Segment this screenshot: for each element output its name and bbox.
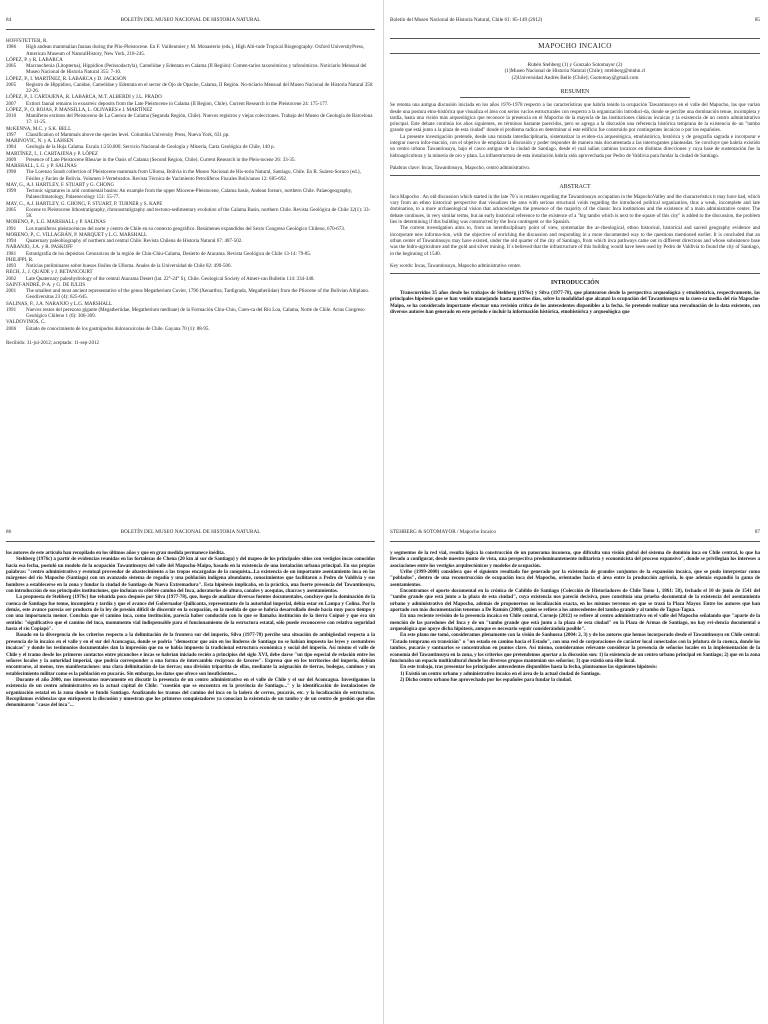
affiliation-2: (2)Universidad Andrés Bello (Chile); Gsotomay@gmail.com — [511, 74, 639, 81]
received-date: Recibido: 31-jul-2012; aceptado: 11-sep-2012 — [6, 339, 100, 346]
reference-entry — [6, 288, 375, 301]
reference-entry — [6, 113, 375, 126]
running-title: Boletín del Museo Nacional de Historia Natural, Chile 61: 85-149 (2012) — [390, 17, 543, 23]
reference-list — [6, 38, 375, 506]
reference-entry — [6, 326, 375, 332]
reference-year: 1994 — [6, 238, 17, 244]
reference-author: HOFFSTETTER, R. — [6, 38, 48, 44]
reference-year: 1893 — [6, 263, 17, 269]
reference-author: PHILIPPI, R. — [6, 256, 34, 263]
reference-year: 2001 — [6, 288, 17, 294]
page-84 — [0, 0, 384, 512]
body-paragraph: Uribe (1999-2000) considera que el siguiente resultado fue generado por la existencia de grandes conjuntos de la expansión incaica, que se pudo interpretar como "poblados", dentro de una reconstrucción de ocupación inca del Mapocho, orientados hacia el área entre la producción agrícola, lo que además expandió la gama de asentamientos. — [390, 569, 760, 588]
reference-year: 1999 — [6, 188, 17, 194]
reference-author: MAY, G., A.J. HARTLEY, F. STUART y G. CHONG — [6, 181, 115, 188]
reference-author: SALINAS, P., J.A. NARANJO y L.G. MARSHALL — [6, 300, 113, 307]
reference-year: 1991 — [6, 225, 17, 232]
reference-author: VALDOVINOS, C. — [6, 319, 46, 326]
reference-year: 2007 — [6, 100, 17, 107]
reference-entry — [6, 63, 375, 76]
reference-entry — [6, 226, 375, 232]
palabras-clave: Palabras clave: Incas, Tawantinsuyu, Mapocho, centro administrativo. — [390, 163, 760, 176]
reference-text: The Lorenzo Sundt collection of Pleistocene mammals from Ulloma, Bolivia in the Museo Nacional de His-toria Natural, Santiago, Chile. En R. Suárez-Soruco (ed.), Fósiles y Facies de Bolivia. Volumen I-Vertebrados. Revista Técnica de Yacimiento Petrolíferos Fiscales Bolivianos 12: 685-692. — [26, 169, 361, 182]
reference-year: 1981 — [6, 250, 17, 257]
reference-year: 2005 — [6, 206, 17, 213]
reference-text: Eocene to Pleistocene lithostratigraphy, chronostratigraphy and tectono-sedimentary evolution of the Calama Basin, northern Chile. Revista Geológica de Chile 32(1): 33-58. — [26, 206, 371, 219]
running-title: BOLETÍN DEL MUSEO NACIONAL DE HISTORIA NATURAL — [120, 17, 261, 23]
header-rule — [6, 29, 375, 30]
reference-author: MAY, G., A.J. HARTLEY, G. CHONG, F. STUART, P. TURNER y S. KAPE — [6, 200, 163, 207]
reference-author: RECH, J., J. QUADE y J. BETANCOURT — [6, 269, 93, 276]
reference-year: 2009 — [6, 156, 17, 163]
author-block — [390, 62, 760, 81]
reference-text: Late Quaternary paleohydrology of the central Atacama Desert (lat. 22°-24° S), Chile. Geological Society of Ameri-can Bulletin 114: 334-348. — [26, 275, 315, 282]
reference-entry — [6, 207, 375, 220]
reference-text: Geología de la Hoja Calama. Escala 1:250.000. Servicio Nacional de Geología y Minería, Carta Geológica de Chile, 140 p. — [26, 144, 275, 151]
reference-year: 1984 — [6, 144, 17, 151]
running-head — [390, 529, 760, 539]
reference-entry — [6, 188, 375, 201]
reference-text: Tectonic signatures in arid continental basins: An example from the upper Miocene-Pleistocene, Calama basin, Andean forearc, northern Chile. Palaeogeography, Palaeoclimatology, Palaeoecology 151: 55-77. — [26, 188, 352, 201]
reference-text: High andean mammalian faunas during the Plio-Pleistocene. En F. Vuilleumier y M. Monasterio (eds.), High Alti-tude Tropical Biogeography. Oxford UniversityPress, American Museum of NaturalHistory, New York, 218-245. — [26, 44, 365, 57]
body-paragraph: En este plano me tomó, consideramos plenamente con la visión de Sanhueza (2004: 2, 3) y de los autores que hemos incorporado desde el Tawantinsuyu en Chile central: "Estado temprano en transición" o "un estado en camino hacia el Estado", con una red de corporaciones de carácter local conectadas con la jefatura de la cuenca, donde los tambos, pucarás y santuarios se concentraban en puntos clave. Así mismo, consideramos relevante considerar la presencia de señoríos locales en la implementación de la economía del Tawantinsuyu en la zona, y los criterios que pretendemos aportar a la discusión son: 1) la existencia de un centro urbano principal en Santiago; 2) que en la zona funcionaba un espacio multicultural donde los diversos grupos mantenían sus señoríos; 3) que existió una élite local. — [390, 632, 760, 664]
body-paragraph: 2) Dicho centro urbano fue aprovechado por los españoles para fundar la ciudad. — [400, 676, 572, 683]
body-paragraph: Basado en la divergencia de los criterios respecto a la delimitación de la frontera sur del imperio, Silva (1977-78) percibe una situación de ambigüedad respecto a la presencia de lo incaico en el valle y en el sur del Aconcagua, donde se podría "demostrar que aún en los linderos de Santiago no se habían impuesto las leyes y costumbres incaicas" y donde los testimonios documentales dan la impresión que no se había impuesto la tradicional estructura económica y social del imperio. Así mismo el valle de Chile y el tramo desde los primeros contactos entre picunches e incas se habrían iniciado recién a principios del siglo XVI, debe darse "un tipo especial de relación entre los señores locales y la autoridad imperial, que podría corresponder a una forma de intercambio recíproco de favores". Expresa que en los territorios del imperio, debían encontrarse, al menos, tres manifestaciones: una clara delimitación de las tierras; una división tripartita de ellas, mediante la asignación de tierras, bodegas, caminos y un establecimiento militar como es la población en pucarás. Sin embargo, los datos que ofrece son insuficientes... — [6, 632, 375, 677]
running-title: STEHBERG & SOTOMAYOR / Mapocho Incaico — [390, 529, 496, 535]
reference-year: 2005 — [6, 81, 17, 88]
body-paragraph: Stehberg (1976c) a partir de evidencias reunidas en las fortalezas de Chena (20 km al sur de Santiago) y del mapeo de los principales sitios con vestigios incas conocidos hacia esa fecha, postuló un modelo de la ocupación Tawantinsuyu del valle del Mapocho-Maipo, basado en la existencia de una instalación urbana principal. En sus propias palabras: "centro administrativo y eventual proveedor de abastecimiento a las tropas encargadas de la conquista...La existencia de un importante asentamiento inca en las márgenes del río Mapocho (Santiago) con un avanzado sistema de regadío y una población indígena abundante, conocimientos que facilitaron a Pedro de Valdivia y sus hombres a establecerse en la zona y fundar la ciudad de Santiago de Nueva Extremadura". Esta hipótesis implicaba, en la práctica, una fuerte presencia del Tawantinsuyu, con introducción de sus principales instituciones, que incluían su célebre camino del Inca, adoratorios de altura, canales y acequias, chacras y asentamientos. — [6, 556, 375, 595]
reference-text: Nuevos restos del perezoso gigante (Megatheriidae, Megatherium medinae) de la Formación Chiu-Chiu, Cuen-ca del Río Loa, Calama, Norte de Chile. Actas Congreso Geológico Chileno 1 (6): 306-309. — [26, 306, 365, 319]
reference-text: Estratigrafía de los depósitos Cenozoicos de la región de Chiu-Chiu-Calama, Desierto de Atacama. Revista Geológica de Chile 13-14: 79-85. — [26, 250, 312, 257]
body-paragraph: 1) Existió un centro urbano y administrativo incaico en el área de la actual ciudad de Santiago. — [400, 670, 601, 677]
page-85 — [384, 0, 768, 512]
reference-author: MARINOVIC, N. y A. LAHSEN — [6, 138, 74, 144]
body-text — [390, 550, 760, 1018]
body-paragraph: En una reciente revisión de la presencia incaica en Chile central, Cornejo (2012) se refiere al centro administrativo en el valle del Mapocho señalando que "aparte de la mención de las paredones del Inca y de un "tambo grande que está junto a la plaza de esta ciudad" en la Plaza de Armas de Santiago, no hay evi-dencia documental o arqueológica que apoye dicha hipótesis, aunque es necesario seguir considerándola posible". — [390, 613, 760, 633]
reference-entry — [6, 169, 375, 182]
reference-year: 2005 — [6, 63, 17, 69]
running-head — [6, 17, 375, 27]
reference-entry — [6, 82, 375, 95]
reference-author: LÓPEZ, P., O. ROJAS, P. MANSILLA, L. OLIVARES e I. MARTÍNEZ — [6, 106, 153, 113]
resumen-paragraph: Se retoma una antigua discusión iniciada en los años 1976-1978 respecto a las características que habría tenido la ocupación Tawantinsuyu en el valle del Mapocho, las que varían desde una postura etno-histórica que visualiza el área con serios vacíos estructurales con respecto a la organización introduci-da, donde se percibe una dominación tenue, incompleta y tardía, hasta una visión más arqueológica que reconoce la presencia en el Mapocho de la mayoría de las instituciones clásicas incaicas y la existencia de un centro administrativo principal. Este debate continúa los años siguientes, en términos bastante parecidos, pero se agrega a la discusión una referencia histórica temprana de la existencia de un "tambo grande que está junto a la plaza de esta ciudad" donde el problema radica en determinar si este edificio fue construido por contingentes incaicos o por los españoles. — [390, 102, 760, 134]
reference-year: 2006 — [6, 325, 17, 332]
reference-entry — [6, 44, 375, 57]
reference-text: Quaternary paleobiography of northern and central Chile. Revista Chilena de Historia Natural 67: 487-502. — [26, 238, 243, 244]
body-paragraph: La propuesta de Stehberg (1976c) fue rebatida poco después por Silva (1977-78), que, luego de analizar diversas fuentes documentales, concluye que la dominación de la cuenca de Santiago fue tenue, incompleta y tardía y que el avance del Gobernador Quilicanta, representante de la autoridad imperial, debía estar en Lampa y Colina. Por lo demás, este avance parecía ser producto de la ley de presión difícil de discernir en la ocupación, en la medida de que se habría desarrollado desde hacia muy poco tiempo y con una importancia menor. Concluía que el camino inca, como institución, parecía haber conducido con lo que se llamaba institución de la tierra Coipué y que era sin sentido: "significativo que el camino del inca, monumento vial indispensable para el funcionamiento de la estructura estatal, sólo puede reconocerse con relativa seguridad hasta el río Copiapó". — [6, 594, 375, 633]
author-names: Rubén Stehberg (1) y Gonzalo Sotomayor (2) — [527, 62, 623, 68]
header-rule — [390, 541, 760, 542]
reference-text: The smallest and most ancient representative of the genus Megatherium Cuvier, 1796 (Xenarthra, Tardigrada, Megatheriidae) from the Pliocene of the Bolivian Altiplano. Geodiversitas 23 (4): 625-645. — [26, 288, 370, 301]
reference-year: 1990 — [6, 169, 17, 176]
reference-text: Noticias preliminares sobre huesos fósiles de Ulloma. Anales de la Universidad de Chile 82: 499-506. — [26, 263, 232, 269]
introduccion-heading: INTRODUCCIÓN — [550, 279, 600, 286]
page-number: 85 — [754, 17, 760, 23]
article-title: MAPOCHO INCAICO — [390, 38, 760, 54]
reference-author: LÓPEZ, P., I. CARTAJENA, R. LABARCA, M.T. ALBERDI y J.L. PRADO — [6, 94, 162, 101]
reference-year: 1986 — [6, 44, 17, 51]
body-paragraph: los autores de este artículo han recopilado en los últimos años y que en gran medida permanece inédita. — [6, 550, 225, 556]
page-86 — [0, 512, 384, 1024]
reference-author: LÓPEZ, P. y R. LABARCA — [6, 56, 63, 63]
reference-text: Presence of Late Pleistocene Rhea/ae in the Oasis of Calama (Second Region, Chile). Current Research in the Pleis-tocene 26: 33-35. — [26, 156, 296, 163]
reference-author: MORENO, P., L.G. MARSHALL y P. SALINAS — [6, 219, 106, 226]
body-paragraph: En este trabajo, tras presentar los principales antecedentes disponibles hasta la fecha, planteamos las siguientes hipótesis: — [400, 664, 658, 671]
reference-text: Extinct faunal remains in exoarreic deposits from the Late Pleistocene in Calama (II Region, Chile). Current Research in the Pleistocene 24: 175-177. — [26, 100, 329, 107]
reference-year: 2002 — [6, 275, 17, 282]
reference-entry — [6, 307, 375, 320]
reference-author: McKENNA, M.C. y S.K. BELL — [6, 125, 72, 132]
affiliation-1: (1)Museo Nacional de Historia Natural (Chile); rstehberg@mnhn.cl — [504, 68, 646, 75]
reference-year: 2010 — [6, 113, 17, 119]
reference-author: MARSHALL, L.G. y P. SALINAS — [6, 163, 77, 169]
page-number: 86 — [6, 529, 12, 535]
resumen-heading: RESUMEN — [460, 89, 690, 98]
header-rule — [6, 541, 375, 542]
running-head — [390, 17, 760, 27]
reference-author: MARTÍNEZ, I., I. CARTAJENA y P. LÓPEZ — [6, 150, 98, 157]
key-words: Key words: Incas, Tawantinsuyu, Mapocho administrative center. — [390, 261, 760, 274]
page-number: 84 — [6, 17, 12, 23]
resumen-paragraph: La presente investigación pretende, desde una mirada interdisciplinaria, sistematizar la eviden-cia arqueológica, etnohistórica, histórica y de geografía sagrada e incorporar e integrar nueva infor-mación, con el objetivo de emplazar la discusión y poder responder de manera más documentada a las interrogantes planteadas. Se concluye que habría existido un centro urbano Tawantinsuyu, bajo el casco antiguo de la ciudad de Santiago, desde el cual salían caminos incaicos en distintas direcciones y cuya base de sustentación fue la hidroagricultura y la minería de oro y plata. La infraestructura de esta instalación habría sido aprovechada por Pedro de Valdivia para fundar la ciudad de Santiago. — [390, 133, 760, 159]
page-87 — [384, 512, 768, 1024]
body-paragraph: Encontramos el aporte documental en la crónica de Cabildo de Santiago (Colección de Historiadores de Chile Tomo 1, 1861: 58), fechado el 10 de junio de 1541 del "tambo grande que está junto a la plaza de esta ciudad", cuya existencia nos pareció decisiva, pues constituía una prueba documental de la existencia del asentamiento urbano y administrativo del Mapocho, además de proponernos su localización exacta, en los mismos terrenos en que se trazó la Plaza Mayor. Entre los autores que han aportado con más documentación tenemos a De Ramón (2000), quien se refiere a los antecedentes del tambo grande y al tambo de Tagua-Tagua. — [390, 588, 760, 614]
reference-text: Mamíferos extintos del Pleistoceno de La Cuenca de Calama (Segunda Región, Chile). Nuevos registros y viejas colecciones. Trabajo del Museo de Geología de Barcelona 17: 11-25. — [26, 113, 373, 126]
reference-text: Registro de Hippidion, Canidae, Camelidae y Edentata en el sector de Ojo de Opache, Calama, II Región. No-ticiario Mensual del Museo Nacional de Historia Natural 356: 22-26. — [26, 81, 374, 94]
body-paragraph: Durante el año 2000, nos interesamos nuevamente en discutir la presencia de un centro administrativo en el valle de Chile y el sur del Aconcagua. Investigamos la existencia de un centro administrativo en la actual capital de Chile: "cuestión que se encuentra en la provincia de Santiago..." y la identificación de instalaciones de organización estatal en la zona donde se fundó Santiago. Analizando los tramos del camino del inca en la ladera de cerros, pucarás, etc. y la localización de estructuras. Recopilamos evidencias que enriquecen la discusión y muestran que los primeros conquistadores ya conocían la existencia de un tambo y de un centro de gestión que ellos denominaron "casas del inca"... — [6, 676, 375, 709]
reference-text: Classification of Mammals above the species level. Columbia University Press, Nueva York, 631 pp. — [26, 131, 230, 138]
reference-text: Macrauchenia (Litopterna), Hippidion (Perissodactyla), Camelidae y Edentata en Calama (II Región): Comen-tarios taxonómicos y tafonómicos. Noticiario Mensual del Museo Nacional de Historia Natural 355: 7-10. — [26, 63, 367, 76]
bottom-spread — [0, 512, 768, 1024]
abstract-paragraph: The current investigation aims to, from an interdisciplinary point of view, systematize the ar-cheological, ethno historical, historical and sacred geography evidence and incorporate new informa-tion, with the objective of enriching the discussion and responding in a more documented way to the questions mentioned earlier. It is concluded that an urban center of Tawantinsuyu may have existed, under the old quarter of the city of Santiago, from which inca pathways came out in different directions and whose subsistence base was the hidro-agriculture and the gold and silver mining. It´s believed that the infrastructure of this building would have been used by Pedro de Valdivia to found the city of Santiago, in the beginning of 1540. — [390, 225, 760, 257]
reference-text: Los mamíferos pleistocénicos del norte y centro de Chile en su contexto geográfico. Resúmenes expandidos del Sexto Congreso Geológico Chileno, 670-673. — [26, 225, 346, 232]
reference-author: MORENO, P., C. VILLAGRÁN, P. MARQUET y L.G. MARSHALL — [6, 231, 148, 238]
reference-text: Estado de conocimiento de los gastrópodos dulceacuícolas de Chile. Gayana 70 (1): 88-95. — [26, 325, 210, 332]
reference-year: 1991 — [6, 306, 17, 313]
abstract-heading: ABSTRACT — [559, 183, 591, 190]
page-number: 87 — [754, 529, 760, 535]
reference-year: 1997 — [6, 131, 17, 138]
running-head — [6, 529, 375, 539]
body-text — [6, 550, 375, 1018]
article-front-matter — [390, 30, 760, 506]
reference-author: LÓPEZ, P., I. MARTÍNEZ, R. LABARCA y D. JACKSON — [6, 75, 127, 82]
running-title: BOLETÍN DEL MUSEO NACIONAL DE HISTORIA NATURAL — [120, 529, 261, 535]
reference-author: NARANJO, J.A. y R. PASKOFF — [6, 244, 73, 251]
body-paragraph: y segmentos de la red vial, resulta lógica la construcción de un panorama inconexo, que dificulta una visión global del sistema de dominio inca en Chile central, lo que ha llevado a configurar, desde nuestro punto de vista, una perspectiva predominantemente militarista y economicista del proceso expansivo", donde se privilegian los intereses a asociaciones entre los vestigios arquitectónicos y modelos de ocupación. — [390, 550, 760, 569]
abstract-paragraph: Inca Mapocho . An old discussion which started in the late 70´s is retaken regarding the Tawantinsuyu occupation in the MapochoValley and the characteristics it may have had, which vary from an ethno historical perspective that visualizes the area with serious structural voids regarding the introduced political organization, thus a weak, incomplete and late domination, to a more archaeological vision that acknowledges the presence of the majority of the classic Inca institutions and the existence of a main administrative center. The debate continues, in very similar terms, but an early historical reference to the existence of a "big tambo which is next to the square of this city" is added to the discussion, the problem lies in determining if this building was constructed by the Inca contingent or the Spanish. — [390, 193, 760, 226]
intro-paragraph: Transcurridos 35 años desde los trabajos de Stehberg (1976c) y Silva (1977-78), que plantearon desde la perspectiva arqueológica y etnohistórica, respectivamente, las principales hipótesis que se han venido manejando hasta nuestros días, sobre la modalidad que alcanzó la ocupación del Tawantinsuyu en la cuen-ca media del río Mapocho-Maipo, se ha considerado importante efectuar una revisión crítica de los antecedentes disponibles a la fecha. Se pretende realizar una reevaluación de la data existente, con diversos autores han generado en este período e incluir la información histórica, etnohistórica y arqueológica que — [390, 289, 760, 315]
reference-author: SAINT-ANDRÉ, P-A. y G. DE IULIIS — [6, 281, 86, 288]
reference-entry — [6, 101, 375, 107]
